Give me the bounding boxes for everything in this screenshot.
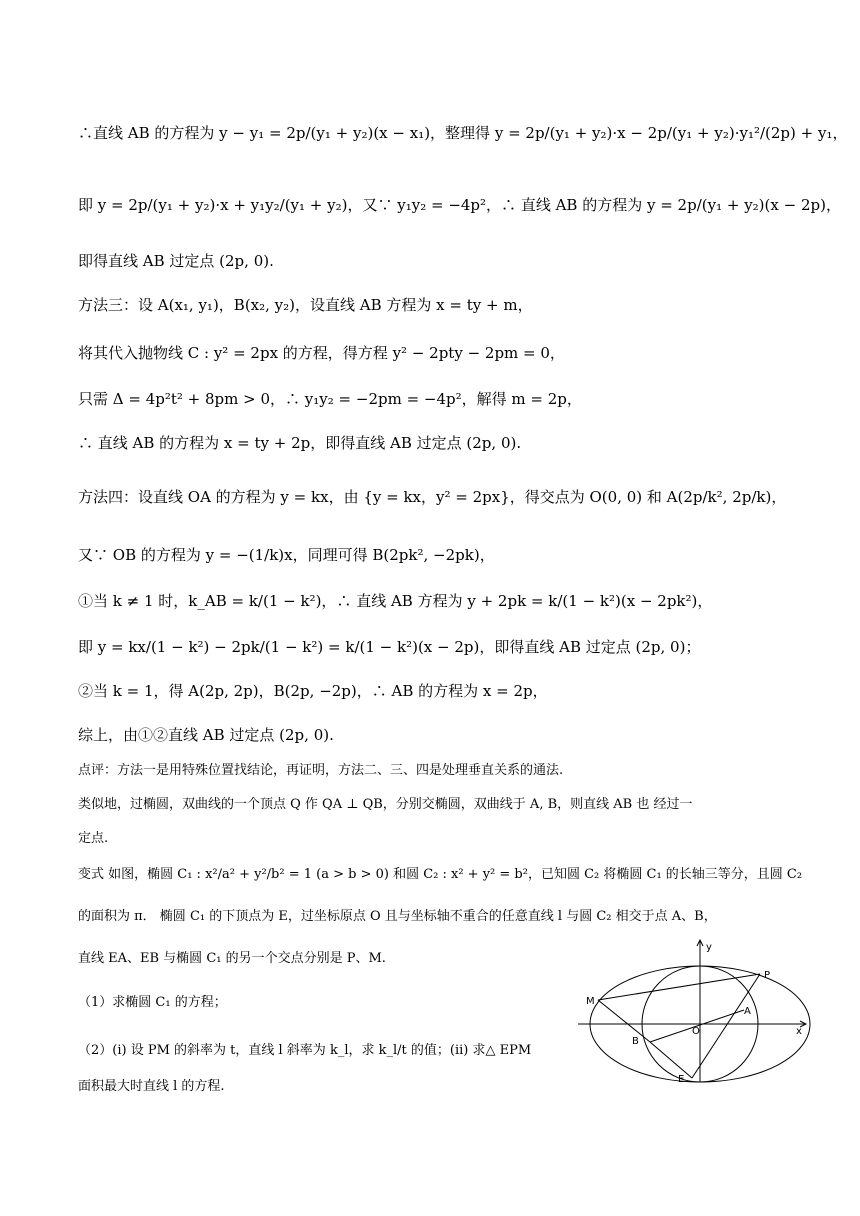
label-y: y bbox=[706, 942, 712, 953]
segment-be bbox=[650, 1042, 692, 1078]
text-line-19: 直线 EA、EB 与椭圆 C₁ 的另一个交点分别是 P、M. bbox=[78, 951, 386, 966]
label-m: M bbox=[586, 996, 595, 1007]
ellipse-circle-diagram bbox=[574, 936, 814, 1086]
text-line-11: 即 y = kx/(1 − k²) − 2pk/(1 − k²) = k/(1 − k²)(x − 2p)，即得直线 AB 过定点 (2p, 0)； bbox=[78, 638, 701, 656]
label-o: O bbox=[692, 1026, 700, 1037]
text-line-14: 点评：方法一是用特殊位置找结论，再证明，方法二、三、四是处理垂直关系的通法. bbox=[78, 763, 564, 778]
text-line-3: 即得直线 AB 过定点 (2p, 0). bbox=[78, 252, 274, 270]
label-b: B bbox=[632, 1036, 639, 1047]
label-x: x bbox=[796, 1026, 802, 1037]
segment-pm bbox=[598, 974, 760, 1000]
text-line-4: 方法三：设 A(x₁, y₁)，B(x₂, y₂)，设直线 AB 方程为 x = ty + m， bbox=[78, 296, 533, 314]
text-line-22: 面积最大时直线 l 的方程. bbox=[78, 1079, 225, 1094]
text-line-20: （1）求椭圆 C₁ 的方程； bbox=[78, 995, 227, 1010]
text-line-1: ∴直线 AB 的方程为 y − y₁ = 2p/(y₁ + y₂)(x − x₁)，整理得 y = 2p/(y₁ + y₂)·x − 2p/(y₁ + y₂)·y₁²/(2p) + y₁， bbox=[78, 124, 848, 142]
text-line-16: 定点. bbox=[78, 831, 109, 846]
text-line-18: 的面积为 π． 椭圆 C₁ 的下顶点为 E，过坐标原点 O 且与坐标轴不重合的任意直线 l 与圆 C₂ 相交于点 A、B， bbox=[78, 909, 717, 924]
segment-ep bbox=[692, 974, 760, 1078]
label-e: E bbox=[678, 1074, 685, 1085]
text-line-9: 又∵ OB 的方程为 y = −(1/k)x，同理可得 B(2pk², −2pk)， bbox=[78, 546, 495, 564]
text-line-2: 即 y = 2p/(y₁ + y₂)·x + y₁y₂/(y₁ + y₂)，又∵ y₁y₂ = −4p²，∴ 直线 AB 的方程为 y = 2p/(y₁ + y₂)(x − 2p)， bbox=[78, 196, 841, 214]
text-line-21: （2）(i) 设 PM 的斜率为 t，直线 l 斜率为 k_l，求 k_l/t 的值；(ii) 求△ EPM bbox=[78, 1043, 532, 1058]
label-a: A bbox=[744, 1006, 751, 1017]
text-line-10: ①当 k ≠ 1 时，k_AB = k/(1 − k²)，∴ 直线 AB 方程为 y + 2pk = k/(1 − k²)(x − 2pk²)， bbox=[78, 592, 713, 610]
label-p: P bbox=[764, 970, 771, 981]
text-line-8: 方法四：设直线 OA 的方程为 y = kx，由 {y = kx，y² = 2px}，得交点为 O(0, 0) 和 A(2p/k², 2p/k)， bbox=[78, 488, 787, 506]
text-line-7: ∴ 直线 AB 的方程为 x = ty + 2p，即得直线 AB 过定点 (2p, 0). bbox=[78, 434, 522, 452]
text-line-13: 综上，由①②直线 AB 过定点 (2p, 0). bbox=[78, 726, 334, 744]
text-line-12: ②当 k = 1，得 A(2p, 2p)，B(2p, −2p)，∴ AB 的方程为 x = 2p， bbox=[78, 682, 548, 700]
text-line-15: 类似地，过椭圆，双曲线的一个顶点 Q 作 QA ⊥ QB，分别交椭圆，双曲线于 A, B，则直线 AB 也 经过一 bbox=[78, 797, 693, 812]
text-line-17: 变式 如图，椭圆 C₁ : x²/a² + y²/b² = 1 (a > b > 0) 和圆 C₂ : x² + y² = b²，已知圆 C₂ 将椭圆 C₁ 的长轴三等分，且圆 C₂ bbox=[78, 867, 803, 882]
text-line-6: 只需 Δ = 4p²t² + 8pm > 0，∴ y₁y₂ = −2pm = −4p²，解得 m = 2p， bbox=[78, 390, 582, 408]
text-line-5: 将其代入抛物线 C : y² = 2px 的方程，得方程 y² − 2pty − 2pm = 0， bbox=[78, 344, 565, 362]
